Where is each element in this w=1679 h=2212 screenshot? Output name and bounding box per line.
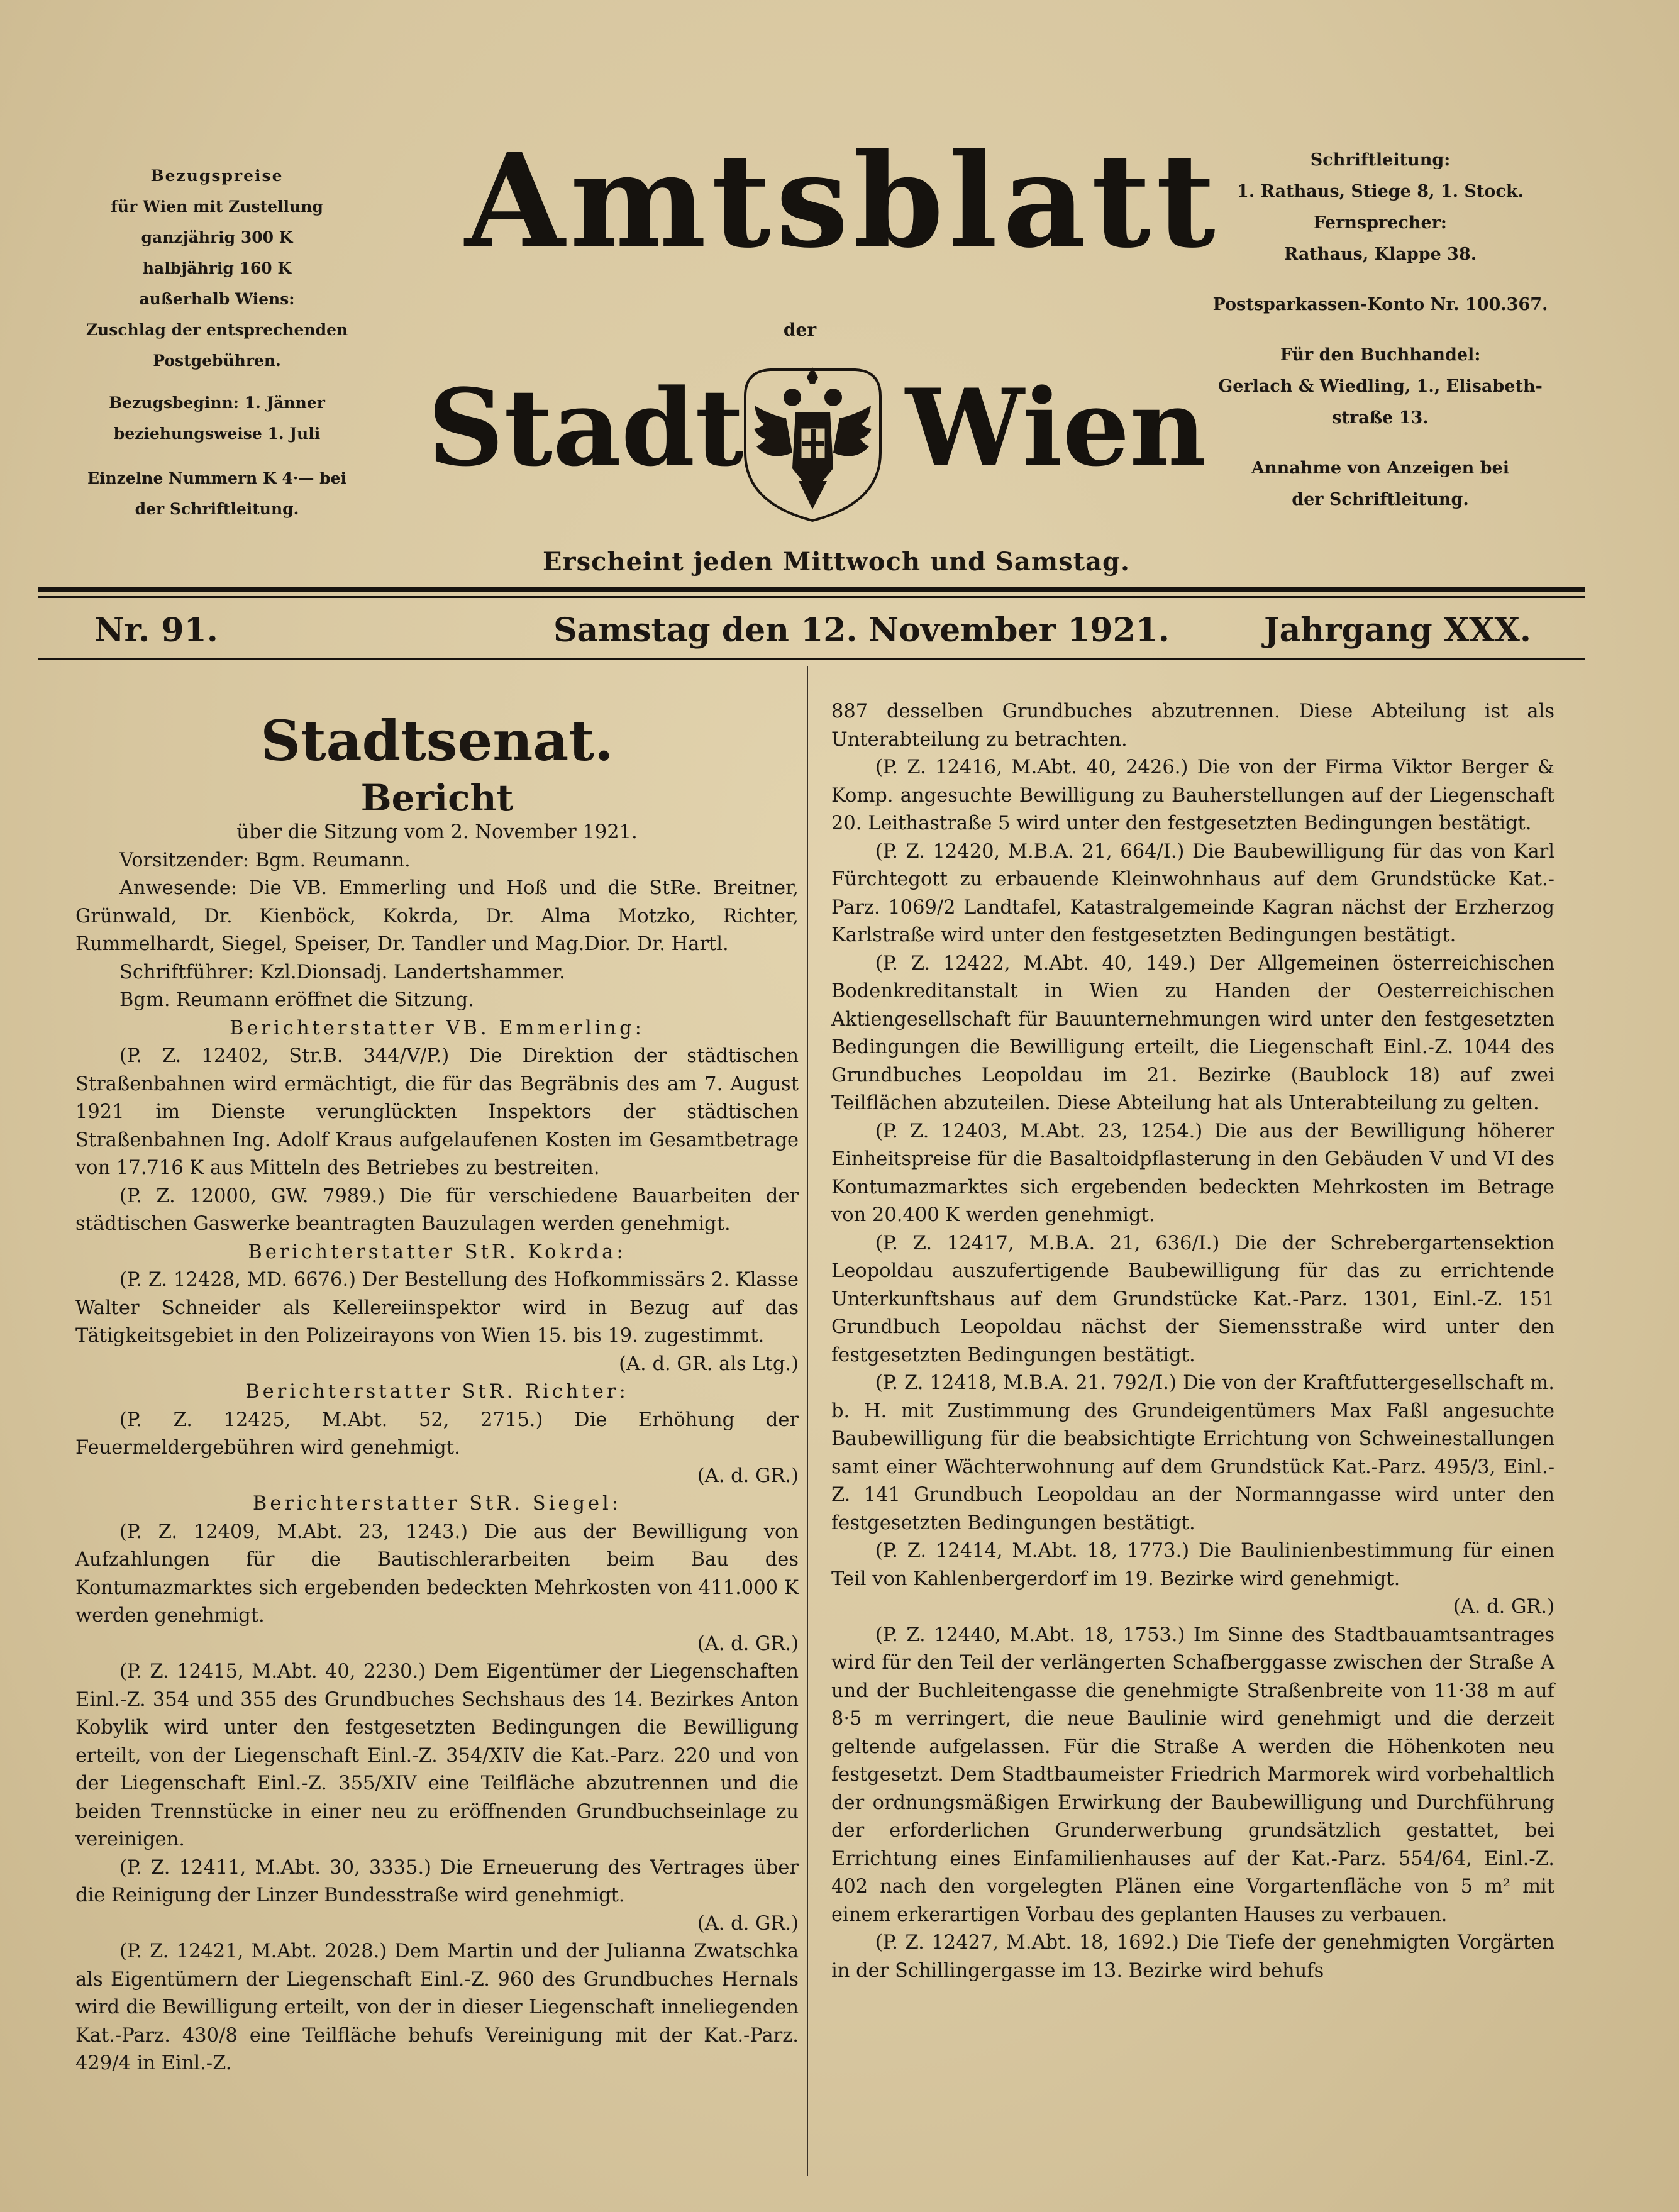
editorial-line: Postsparkassen-Konto Nr. 100.367. (1212, 295, 1548, 314)
report-heading: Bericht (360, 777, 514, 819)
agenda-note: (A. d. GR.) (697, 1632, 799, 1655)
agenda-item: (P. Z. 12409, M.Abt. 23, 1243.) Die aus der Bewilligung von Aufzahlungen für die Bautischlerarbeiten beim Bau des Kontumazmarktes sich ergebenden bedeckten Mehrkosten von 411.000 K werden genehmigt. (75, 1520, 799, 1627)
agenda-note: (A. d. GR. als Ltg.) (619, 1352, 799, 1375)
rapporteur-heading: Berichterstatter StR. Richter: (245, 1381, 629, 1403)
agenda-item: (P. Z. 12411, M.Abt. 30, 3335.) Die Erneuerung des Vertrages über die Reinigung der Linzer Bundesstraße wird genehmigt. (75, 1856, 799, 1906)
editorial-line: 1. Rathaus, Stiege 8, 1. Stock. (1237, 182, 1524, 201)
agenda-note: (A. d. GR.) (697, 1464, 799, 1487)
subscription-line: Einzelne Nummern K 4·— bei (87, 469, 347, 487)
subscription-line: für Wien mit Zustellung (111, 197, 323, 216)
masthead-wien: Wien (906, 365, 1207, 490)
subscription-line: Bezugsbeginn: 1. Jänner (109, 394, 325, 412)
masthead-subtitle: Erscheint jeden Mittwoch und Samstag. (543, 547, 1130, 577)
agenda-item: (P. Z. 12414, M.Abt. 18, 1773.) Die Baulinienbestimmung für einen Teil von Kahlenbergerdorf im 19. Bezirke wird genehmigt. (831, 1540, 1554, 1590)
editorial-line: Annahme von Anzeigen bei (1251, 458, 1509, 478)
editorial-line: der Schriftleitung. (1292, 490, 1469, 509)
rapporteur-heading: Berichterstatter StR. Kokrda: (248, 1241, 626, 1263)
agenda-note: (A. d. GR.) (1453, 1596, 1554, 1618)
subscription-info-box (60, 160, 374, 524)
editorial-line: straße 13. (1332, 408, 1429, 428)
agenda-item: (P. Z. 12000, GW. 7989.) Die für verschiedene Bauarbeiten der städtischen Gaswerke beantragten Bauzulagen werden genehmigt. (75, 1185, 799, 1235)
agenda-item: (P. Z. 12415, M.Abt. 40, 2230.) Dem Eigentümer der Liegenschaften Einl.-Z. 354 und 355 des Grundbuches Sechshaus des 14. Bezirkes Anton Kobylik wird unter den festgesetzten Bedingungen die Bewilligung erteilt, von der Liegenschaft Einl.-Z. 354/XIV die Kat.-Parz. 220 und von der Liegenschaft Einl.-Z. 355/XIV eine Teilfläche abzutrennen und die beiden Trennstücke in einer neu zu eröffnenden Grundbuchseinlage zu vereinigen. (75, 1661, 799, 1850)
agenda-item: (P. Z. 12403, M.Abt. 23, 1254.) Die aus der Bewilligung höherer Einheitspreise für die Basaltoidpflasterung in den Gebäuden V und VI des Kontumazmarktes sich ergebenden bedeckten Mehrkosten im Betrage von 20.400 K werden genehmigt. (831, 1120, 1554, 1226)
editorial-line: Gerlach & Wiedling, 1., Elisabeth- (1218, 377, 1543, 396)
masthead-der: der (783, 319, 817, 340)
agenda-item: (P. Z. 12428, MD. 6676.) Der Bestellung des Hofkommissärs 2. Klasse Walter Schneider als Kellereiinspektor wird in Bezug auf das Tätigkeitsgebiet in den Polizeirayons von Wien 15. bis 19. zugestimmt. (75, 1269, 799, 1347)
column-divider (807, 666, 808, 2176)
chairman: Vorsitzender: Bgm. Reumann. (119, 849, 411, 871)
editorial-line: Rathaus, Klappe 38. (1283, 245, 1477, 264)
vienna-eagle-crest-icon (733, 358, 893, 525)
subscription-line: außerhalb Wiens: (139, 290, 295, 308)
rapporteur-heading: Berichterstatter StR. Siegel: (252, 1493, 622, 1515)
agenda-item: (P. Z. 12425, M.Abt. 52, 2715.) Die Erhöhung der Feuermeldergebühren wird genehmigt. (75, 1408, 799, 1459)
masthead-title: Amtsblatt (465, 126, 1221, 277)
right-column (831, 698, 1554, 1985)
agenda-item: (P. Z. 12421, M.Abt. 2028.) Dem Martin und der Julianna Zwatschka als Eigentümern der Liegenschaft Einl.-Z. 960 des Grundbuches Hernals wird die Bewilligung erteilt, von der in dieser Liegenschaft inneliegenden Kat.-Parz. 430/8 eine Teilfläche behufs Vereinigung mit der Kat.-Parz. 429/4 in Einl.-Z. (75, 1940, 799, 2074)
agenda-note: (A. d. GR.) (697, 1912, 799, 1935)
agenda-item: (P. Z. 12427, M.Abt. 18, 1692.) Die Tiefe der genehmigten Vorgärten in der Schillingergasse im 13. Bezirke wird behufs (831, 1932, 1554, 1982)
left-column (75, 709, 799, 2078)
editorial-line: Für den Buchhandel: (1280, 345, 1481, 365)
editorial-line: Schriftleitung: (1310, 150, 1451, 170)
opening: Bgm. Reumann eröffnet die Sitzung. (119, 989, 474, 1011)
issue-date: Samstag den 12. November 1921. (553, 611, 1170, 650)
issue-number: Nr. 91. (94, 611, 218, 650)
masthead-stadt: Stadt (428, 365, 744, 490)
editorial-info-box (1198, 145, 1563, 516)
header-rule-thick (38, 587, 1585, 592)
attendees: Anwesende: Die VB. Emmerling und Hoß und die StRe. Breitner, Grünwald, Dr. Kienböck, Kokrda, Dr. Alma Motzko, Richter, Rummelhardt, Siegel, Speiser, Dr. Tandler und Mag.Dior. Dr. Hartl. (75, 877, 799, 955)
header-rule-thin (38, 596, 1585, 598)
agenda-item: (P. Z. 12440, M.Abt. 18, 1753.) Im Sinne des Stadtbauamtsantrages wird für den Teil der verlängerten Schafberggasse zwischen der Straße A und der Buchleitengasse die genehmigte Straßenbreite von 11·38 m auf 8·5 m verringert, die neue Baulinie wird genehmigt und die derzeit geltende aufgelassen. Für die Straße A werden die Höhenkoten neu festgesetzt. Dem Stadtbaumeister Friedrich Marmorek wird vorbehaltlich der ordnungsmäßigen Erwirkung der Baubewilligung und Durchführung der erforderlichen Grunderwerbung grundsätzlich gestattet, bei Errichtung eines Einfamilienhauses auf der Kat.-Parz. 554/64, Einl.-Z. 402 nach den vorgelegten Plänen eine Vorgartenfläche von 5 m² mit einem erkerartigen Vorbau des geplanten Hauses zu verbauen. (831, 1623, 1554, 1926)
subscription-line: Zuschlag der entsprechenden (86, 321, 348, 339)
subscription-line: Bezugspreise (150, 167, 284, 185)
editorial-line: Fernsprecher: (1314, 213, 1447, 233)
agenda-item: (P. Z. 12418, M.B.A. 21. 792/I.) Die von der Kraftfuttergesellschaft m. b. H. mit Zustimmung des Grundeigentümers Max Faßl angesuchte Baubewilligung für die beabsichtigte Errichtung von Schweinestallungen samt einer Wächterwohnung auf dem Grundstück Kat.-Parz. 495/3, Einl.-Z. 141 Grundbuch Leopoldau an der Normanngasse wird unter den festgesetzten Bedingungen bestätigt. (831, 1372, 1554, 1534)
agenda-item: (P. Z. 12416, M.Abt. 40, 2426.) Die von der Firma Viktor Berger & Komp. angesuchte Bewilligung zu Bauherstellungen auf der Liegenschaft 20. Leithastraße 5 wird unter den festgesetzten Bedingungen bestätigt. (831, 756, 1554, 834)
subscription-line: beziehungsweise 1. Juli (113, 424, 321, 443)
agenda-item: 887 desselben Grundbuches abzutrennen. Diese Abteilung ist als Unterabteilung zu betrachten. (831, 700, 1554, 751)
subscription-line: halbjährig 160 K (142, 259, 292, 277)
section-heading: Stadtsenat. (260, 708, 614, 773)
subscription-line: der Schriftleitung. (135, 500, 299, 518)
subscription-line: ganzjährig 300 K (141, 228, 293, 246)
session-date: über die Sitzung vom 2. November 1921. (236, 821, 638, 843)
agenda-item: (P. Z. 12420, M.B.A. 21, 664/I.) Die Baubewilligung für das von Karl Fürchtegott zu erbauende Kleinwohnhaus auf dem Grundstücke Kat.-Parz. 1069/2 Landtafel, Katastralgemeinde Kagran nächst der Erzherzog Karlstraße wird unter den festgesetzten Bedingungen bestätigt. (831, 840, 1554, 946)
subscription-line: Postgebühren. (153, 351, 281, 370)
agenda-item: (P. Z. 12422, M.Abt. 40, 149.) Der Allgemeinen österreichischen Bodenkreditanstalt in Wien zu Handen der Oesterreichischen Aktiengesellschaft für Bauunternehmungen wird unter den festgesetzten Bedingungen die Bewilligung erteilt, die Liegenschaft Einl.-Z. 1044 des Grundbuches Leopoldau im 21. Bezirke (Baublock 18) auf zwei Teilflächen abzuteilen. Diese Abteilung hat als Unterabteilung zu gelten. (831, 952, 1554, 1114)
header-rule-bottom (38, 658, 1585, 660)
agenda-item: (P. Z. 12402, Str.B. 344/V/P.) Die Direktion der städtischen Straßenbahnen wird ermächtigt, die für das Begräbnis des am 7. August 1921 im Dienste verunglückten Inspektors der städtischen Straßenbahnen Ing. Adolf Kraus aufgelaufenen Kosten im Gesamtbetrage von 17.716 K aus Mitteln des Betriebes zu bestreiten. (75, 1045, 799, 1179)
agenda-item: (P. Z. 12417, M.B.A. 21, 636/I.) Die der Schrebergartensektion Leopoldau auszufertigende Baubewilligung für das zu errichtende Unterkunftshaus auf dem Grundstücke Kat.-Parz. 1301, Einl.-Z. 151 Grundbuch Leopoldau nächst der Siemensstraße wird unter den festgesetzten Bedingungen bestätigt. (831, 1232, 1554, 1366)
issue-volume: Jahrgang XXX. (1264, 611, 1531, 650)
rapporteur-heading: Berichterstatter VB. Emmerling: (230, 1017, 645, 1039)
secretary: Schriftführer: Kzl.Dionsadj. Landertshammer. (119, 961, 565, 983)
